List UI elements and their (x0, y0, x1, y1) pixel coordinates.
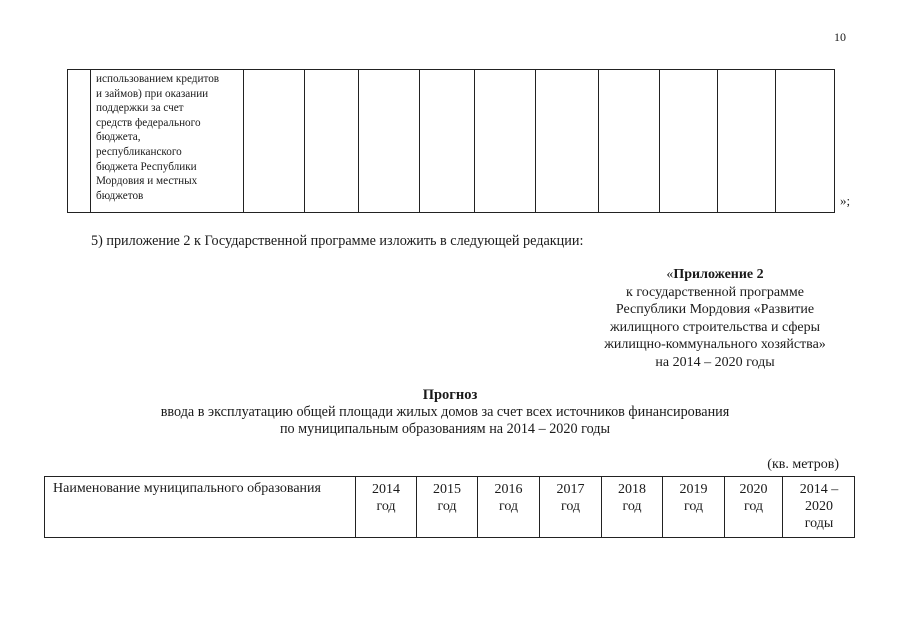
header-line: 2020 (739, 482, 768, 497)
appendix-title-line (570, 266, 860, 284)
header-line: год (560, 499, 581, 514)
table-cell-description (96, 72, 246, 203)
table-divider (775, 70, 776, 212)
header-line: 2014 – (799, 482, 839, 497)
header-municipality: Наименование муниципального образования (53, 481, 321, 496)
appendix-header (570, 266, 860, 371)
appendix-title: Приложение 2 (673, 267, 764, 282)
cell-line: использованием кредитов (96, 73, 220, 85)
cell-line: поддержки за счет (96, 102, 184, 115)
appendix-line: на 2014 – 2020 годы (655, 354, 775, 370)
table-divider (474, 70, 475, 212)
table-divider (358, 70, 359, 212)
table-divider (598, 70, 599, 212)
forecast-subtitle-line: ввода в эксплуатацию общей площади жилых домов за счет всех источников финансирования (160, 404, 730, 420)
header-line: годы (804, 516, 834, 531)
forecast-table-header (44, 476, 855, 538)
header-line: 2019 (679, 482, 708, 497)
header-line: год (376, 499, 396, 514)
header-year-2018 (602, 481, 662, 515)
forecast-subtitle (95, 404, 795, 438)
forecast-title: Прогноз (422, 387, 478, 403)
cell-line: бюджета, (96, 131, 141, 144)
header-line: год (743, 499, 764, 514)
cell-line: Мордовия и местных (96, 175, 198, 188)
table-divider (90, 70, 91, 212)
forecast-subtitle-line: по муниципальным образованиям на 2014 – 2020 годы (279, 421, 611, 437)
top-table-fragment (67, 69, 835, 213)
header-year-2016 (478, 481, 539, 515)
table-divider (304, 70, 305, 212)
header-line: год (498, 499, 519, 514)
header-line: 2014 (372, 482, 400, 497)
header-year-2019 (663, 481, 724, 515)
header-line: 2015 (433, 482, 461, 497)
cell-line: бюджетов (96, 189, 144, 202)
header-line: 2016 (494, 482, 523, 497)
header-year-2014 (356, 481, 416, 515)
cell-line: и займов) при оказании (96, 87, 209, 100)
table-divider (717, 70, 718, 212)
cell-line: бюджета Республики (96, 160, 197, 173)
header-line: год (437, 499, 457, 514)
header-line: год (622, 499, 642, 514)
table-divider (659, 70, 660, 212)
header-year-2015 (417, 481, 477, 515)
cell-line: средств федерального (96, 116, 201, 129)
appendix-line: Республики Мордовия «Развитие (615, 302, 815, 317)
header-line: 2018 (618, 482, 646, 497)
appendix-line: жилищного строительства и сферы (609, 319, 821, 335)
closing-quote-mark: »; (840, 193, 851, 208)
table-divider (419, 70, 420, 212)
header-line: 2020 (805, 499, 833, 514)
table-divider (535, 70, 536, 212)
header-line: 2017 (556, 482, 585, 497)
appendix-line: жилищно-коммунального хозяйства» (604, 337, 826, 352)
header-line: год (683, 499, 704, 514)
amendment-paragraph: 5) приложение 2 к Государственной программе изложить в следующей редакции: (91, 233, 584, 249)
page-number: 10 (834, 30, 846, 44)
units-label: (кв. метров) (767, 457, 839, 472)
header-year-2020 (725, 481, 782, 515)
header-years-total (783, 481, 855, 532)
appendix-line: к государственной программе (626, 284, 804, 300)
open-quote: « (666, 267, 674, 282)
cell-line: республиканского (96, 145, 182, 158)
header-year-2017 (540, 481, 601, 515)
